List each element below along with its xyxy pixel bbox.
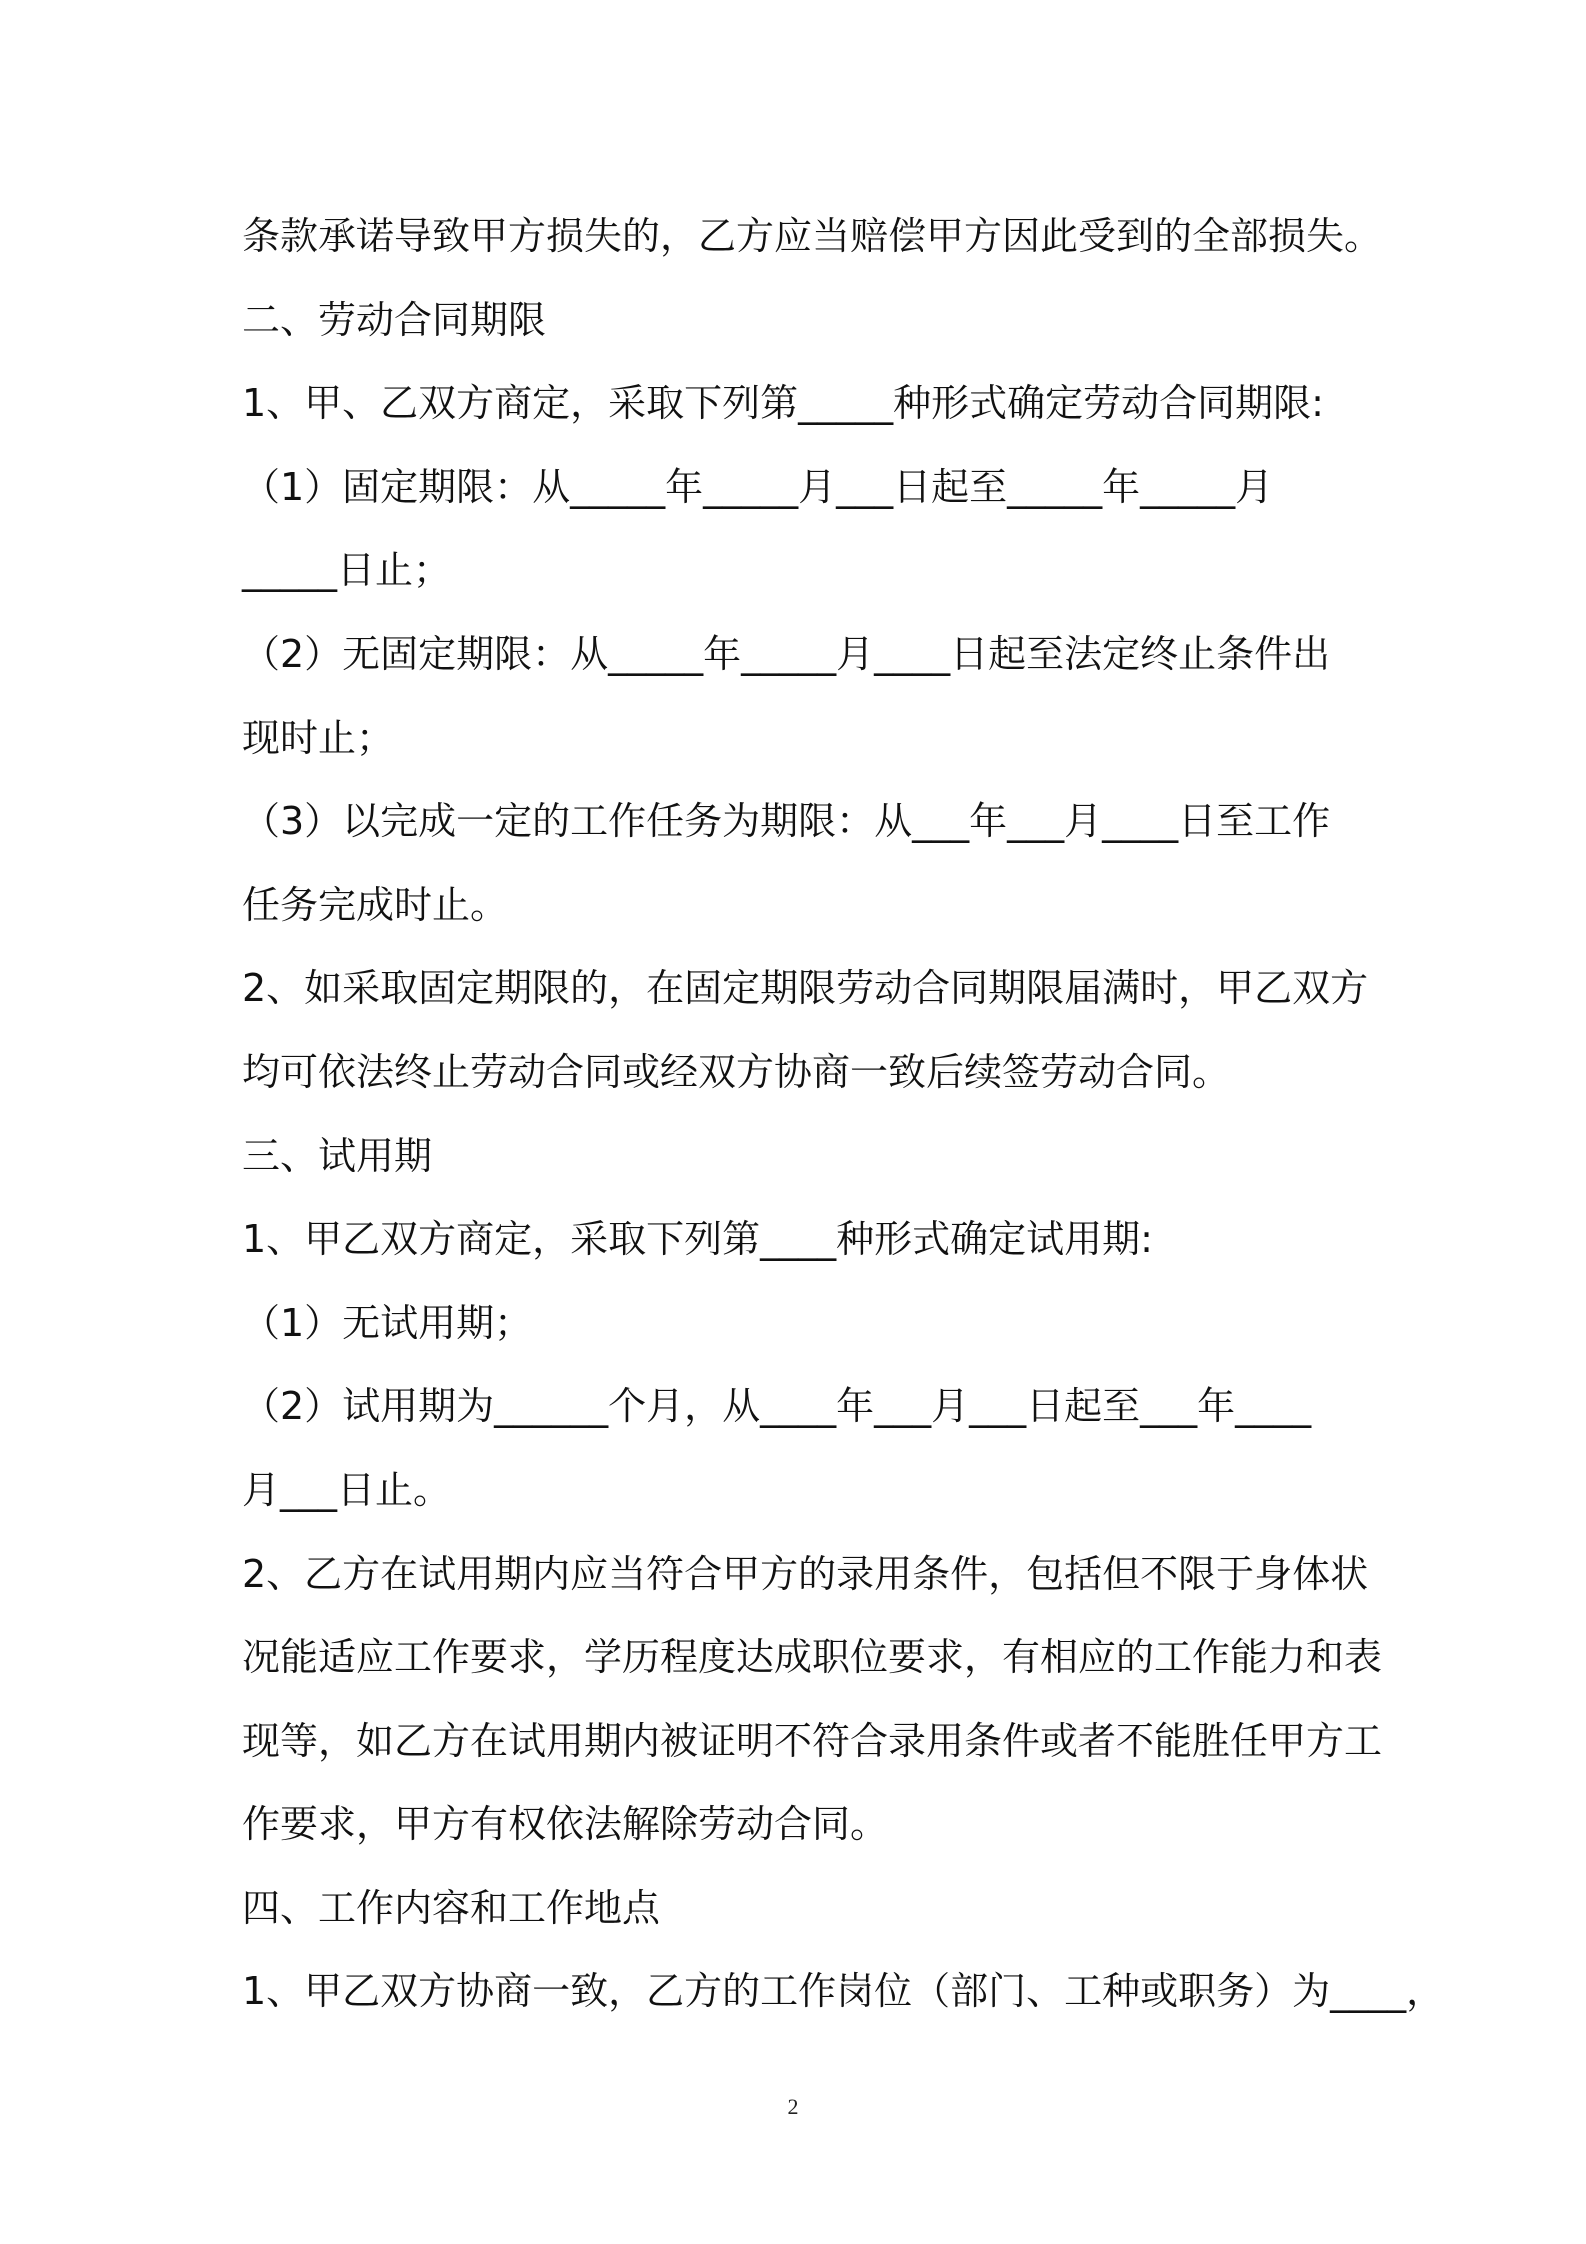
text-line: 现等，如乙方在试用期内被证明不符合录用条件或者不能胜任甲方工 bbox=[242, 1718, 1383, 1763]
document-body bbox=[242, 195, 1445, 2034]
text-line: 2、如采取固定期限的，在固定期限劳动合同期限届满时，甲乙双方 bbox=[242, 966, 1369, 1011]
text-line: 作要求，甲方有权依法解除劳动合同。 bbox=[242, 1802, 889, 1847]
text-line: 1、甲、乙双方商定，采取下列第_____种形式确定劳动合同期限: bbox=[242, 381, 1324, 426]
section-heading: 三、试用期 bbox=[242, 1133, 433, 1178]
text-line: 况能适应工作要求，学历程度达成职位要求，有相应的工作能力和表 bbox=[242, 1635, 1383, 1680]
text-line: （3）以完成一定的工作任务为期限：从___年___月____日至工作 bbox=[242, 799, 1331, 844]
text-line: 条款承诺导致甲方损失的，乙方应当赔偿甲方因此受到的全部损失。 bbox=[242, 214, 1383, 258]
section-heading: 二、劳动合同期限 bbox=[242, 297, 547, 342]
text-line: 1、甲乙双方协商一致，乙方的工作岗位（部门、工种或职务）为____， bbox=[242, 1969, 1445, 2014]
section-heading: 四、工作内容和工作地点 bbox=[242, 1885, 661, 1930]
text-line: （2）无固定期限：从_____年_____月____日起至法定终止条件出 bbox=[242, 631, 1331, 676]
text-line: 月___日止。 bbox=[242, 1467, 452, 1512]
text-line: 现时止； bbox=[242, 715, 395, 760]
text-line: _____日止； bbox=[242, 548, 452, 593]
text-line: 均可依法终止劳动合同或经双方协商一致后续签劳动合同。 bbox=[242, 1049, 1231, 1094]
text-line: （1）固定期限：从_____年_____月___日起至_____年_____月 bbox=[242, 464, 1274, 509]
text-line: （2）试用期为______个月，从____年___月___日起至___年____ bbox=[242, 1384, 1312, 1429]
text-line: 1、甲乙双方商定，采取下列第____种形式确定试用期: bbox=[242, 1217, 1153, 1262]
page-number: 2 bbox=[787, 2094, 799, 2119]
text-line: 2、乙方在试用期内应当符合甲方的录用条件，包括但不限于身体状 bbox=[242, 1551, 1369, 1596]
text-line: 任务完成时止。 bbox=[242, 882, 509, 927]
text-line: （1）无试用期； bbox=[242, 1300, 533, 1345]
